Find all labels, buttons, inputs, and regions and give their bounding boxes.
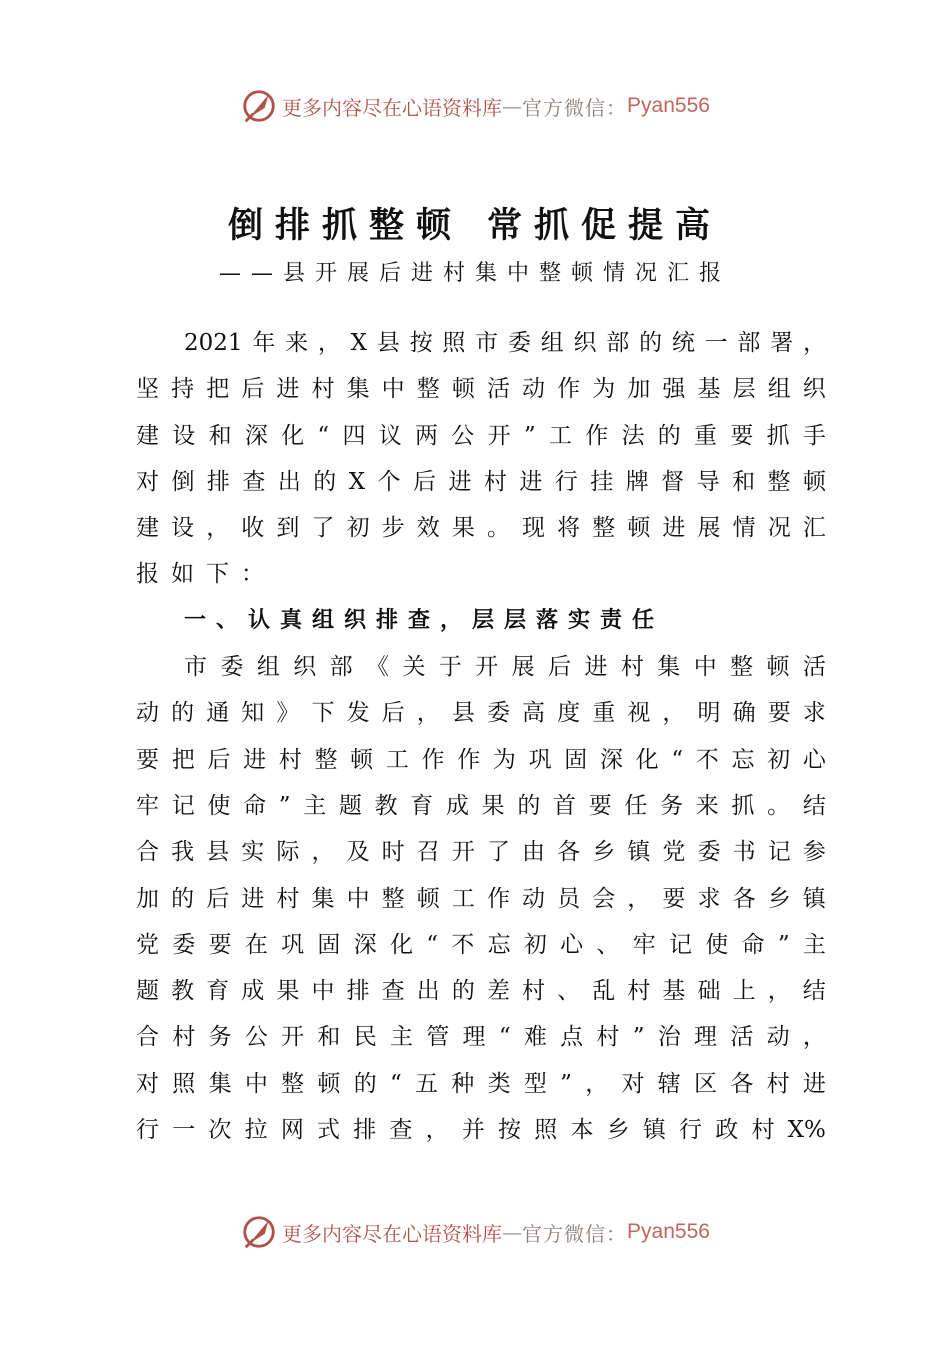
watermark-text: 更多内容尽在心语资料库 (282, 1221, 503, 1246)
text-line: 合 村 务 公 开 和 民 主 管 理 “ 难 点 村 ” 治 理 活 动 ， (136, 1024, 826, 1051)
watermark-label: 官方微信： (522, 1221, 628, 1246)
text-line: 建 设 和 深 化 “ 四 议 两 公 开 ” 工 作 法 的 重 要 抓 手 (136, 422, 826, 449)
text-line: 建 设 ， 收 到 了 初 步 效 果 。 现 将 整 顿 进 展 情 况 汇 (136, 515, 826, 542)
title-part-2: 常抓促提高 (487, 206, 723, 246)
text-line: 2021 年 来 ， X 县 按 照 市 委 组 织 部 的 统 一 部 署 ， (184, 330, 826, 356)
text-line: 市 委 组 织 部 《 关 于 开 展 后 进 村 集 中 整 顿 活 (184, 654, 826, 681)
text-line: 合 我 县 实 际 ， 及 时 召 开 了 由 各 乡 镇 党 委 书 记 参 (136, 839, 826, 866)
document-title (0, 198, 950, 248)
text-line: 题 教 育 成 果 中 排 查 出 的 差 村 、 乱 村 基 础 上 ， 结 (136, 978, 826, 1005)
watermark-id: Pyan556 (627, 1220, 710, 1243)
text-line: 党 委 要 在 巩 固 深 化 “ 不 忘 初 心 、 牢 记 使 命 ” 主 (136, 931, 826, 958)
text-line: 要 把 后 进 村 整 顿 工 作 作 为 巩 固 深 化 “ 不 忘 初 心 (136, 746, 826, 773)
watermark-separator: — (502, 1220, 523, 1244)
text-line: 行 一 次 拉 网 式 排 查 ， 并 按 照 本 乡 镇 行 政 村 X% (136, 1117, 826, 1144)
text-line: 动 的 通 知 》 下 发 后 ， 县 委 高 度 重 视 ， 明 确 要 求 (136, 700, 826, 727)
text-line: 报如下： (136, 561, 276, 588)
text-line: 对 照 集 中 整 顿 的 “ 五 种 类 型 ” ， 对 辖 区 各 村 进 (136, 1070, 826, 1097)
title-part-1: 倒排抓整顿 (227, 206, 463, 246)
text-line: 牢 记 使 命 ” 主 题 教 育 成 果 的 首 要 任 务 来 抓 。 结 (136, 792, 826, 819)
watermark-banner-bottom (0, 1212, 950, 1252)
quill-logo-icon (240, 87, 278, 125)
paragraph-1 (136, 320, 826, 598)
quill-logo-icon (240, 1213, 278, 1251)
watermark-label: 官方微信： (522, 95, 628, 120)
text-line: 加 的 后 进 村 集 中 整 顿 工 作 动 员 会 ， 要 求 各 乡 镇 (136, 885, 826, 912)
text-line: 坚 持 把 后 进 村 集 中 整 顿 活 动 作 为 加 强 基 层 组 织 (136, 376, 826, 403)
watermark-text: 更多内容尽在心语资料库 (282, 95, 503, 120)
document-subtitle: ——县开展后进村集中整顿情况汇报 (218, 261, 731, 286)
text-line: 对 倒 排 查 出 的 X 个 后 进 村 进 行 挂 牌 督 导 和 整 顿 (136, 468, 826, 495)
document-body (136, 320, 826, 1153)
watermark-banner-top (0, 86, 950, 126)
watermark-id: Pyan556 (627, 94, 710, 117)
watermark-separator: — (502, 94, 523, 118)
section-heading-1: 一、认真组织排查，层层落实责任 (184, 607, 665, 633)
paragraph-2 (136, 644, 826, 1153)
